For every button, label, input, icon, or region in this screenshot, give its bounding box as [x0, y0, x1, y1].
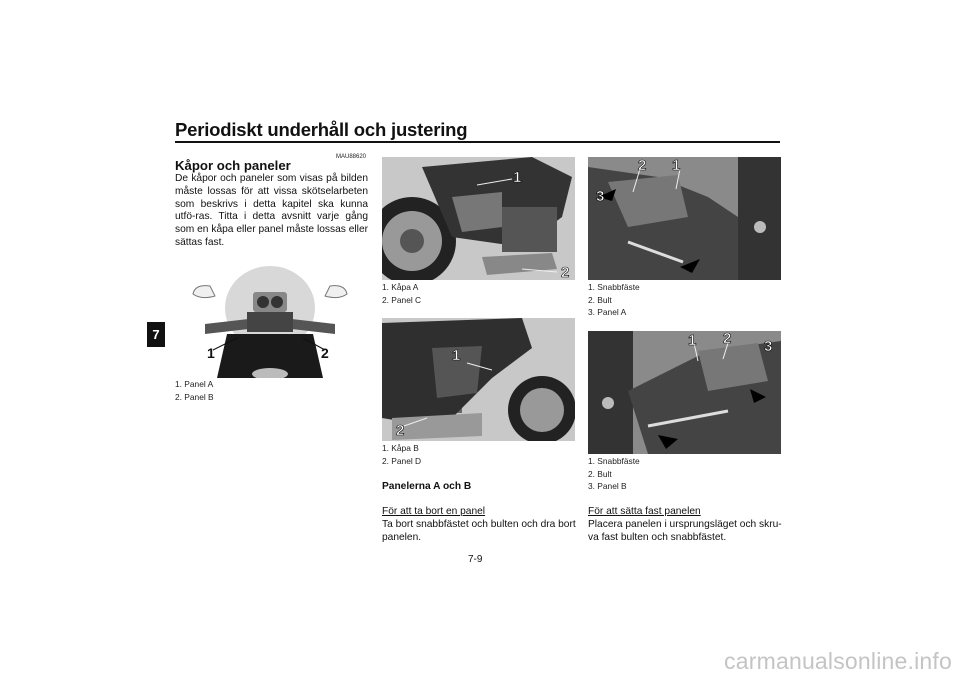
- panel-a-callout-3: 3: [596, 188, 605, 205]
- overview-illustration: [175, 266, 368, 378]
- section-heading: Kåpor och paneler: [175, 158, 291, 173]
- panel-b-callout-3: 3: [764, 338, 773, 355]
- intro-text: De kåpor och paneler som visas på bilden måste lossas för att vissa skötselarbeten som beskrivs i detta kapitel ska kunna utfö-ras. Titta i detta avsnitt varje gång som en kåpa eller panel måste lossas eller sättas fast.: [175, 173, 368, 248]
- right-callout-2: 2: [396, 422, 405, 439]
- caption-item: 2. Panel D: [382, 455, 422, 466]
- panel-b-captions: [588, 455, 640, 493]
- chapter-tab: 7: [147, 322, 165, 347]
- panel-b-photo: [588, 331, 781, 454]
- caption-item: 3. Panel A: [588, 307, 627, 317]
- left-callout-1: 1: [513, 169, 522, 186]
- panel-a-callout-1: 1: [672, 157, 681, 174]
- left-side-captions: [382, 281, 421, 306]
- panel-a-photo: [588, 157, 781, 280]
- remove-title: För att ta bort en panel: [382, 506, 486, 517]
- panel-b-callout-1: 1: [688, 332, 697, 349]
- caption-item: 3. Panel B: [588, 481, 627, 491]
- caption-item: 2. Panel B: [175, 391, 214, 402]
- caption-item: 2. Bult: [588, 294, 612, 305]
- right-side-captions: [382, 442, 421, 467]
- remove-text: Ta bort snabbfästet och bulten och dra bort panelen.: [382, 519, 576, 543]
- caption-item: 1. Snabbfäste: [588, 456, 640, 466]
- left-callout-2: 2: [561, 264, 570, 280]
- page-number: 7-9: [468, 554, 483, 565]
- panel-a-callout-2: 2: [638, 157, 647, 174]
- panels-heading: Panelerna A och B: [382, 481, 472, 492]
- panel-a-captions: [588, 281, 640, 319]
- panel-b-callout-2: 2: [723, 331, 732, 347]
- page-title: Periodiskt underhåll och justering: [175, 119, 468, 140]
- caption-item: 1. Snabbfäste: [588, 282, 640, 292]
- header-rule: [175, 141, 780, 143]
- caption-item: 2. Panel C: [382, 294, 422, 305]
- caption-item: 1. Panel A: [175, 379, 214, 389]
- caption-item: 1. Kåpa B: [382, 443, 419, 453]
- overview-callout-2: 2: [321, 345, 329, 361]
- section-code: MAU88620: [336, 154, 367, 160]
- caption-item: 1. Kåpa A: [382, 282, 419, 292]
- right-side-photo: [382, 318, 575, 441]
- install-title: För att sätta fast panelen: [588, 506, 701, 517]
- overview-callout-1: 1: [207, 345, 215, 361]
- right-callout-1: 1: [452, 347, 461, 364]
- left-side-photo: [382, 157, 575, 280]
- caption-item: 2. Bult: [588, 468, 612, 479]
- overview-captions: [175, 378, 214, 403]
- watermark: carmanualsonline.info: [724, 648, 952, 674]
- install-text: Placera panelen i ursprungsläget och skru-va fast bulten och snabbfästet.: [588, 519, 782, 543]
